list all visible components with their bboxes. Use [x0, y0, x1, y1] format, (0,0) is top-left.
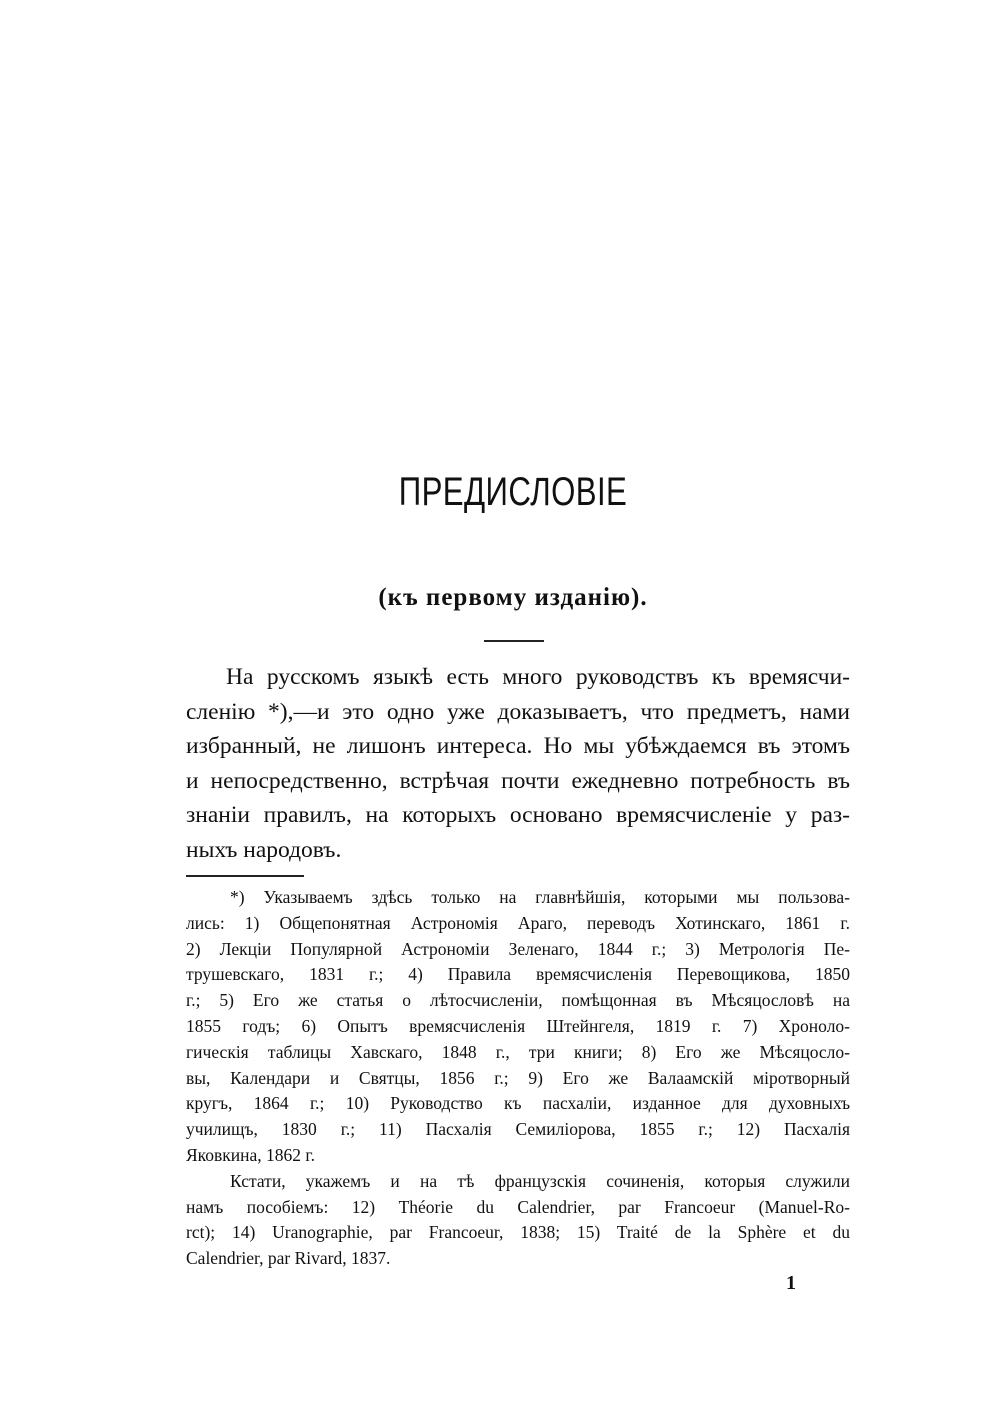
footnote-line: Calendrier, par Rivard, 1837. — [186, 1248, 391, 1269]
page-subtitle: (къ первому изданію). — [378, 584, 648, 611]
page-number: 1 — [786, 1272, 796, 1294]
footnote-line: rct); 14) Uranographie, par Francoeur, 1838; 15) Traité de la Sphère et du — [186, 1222, 850, 1243]
footnote-line: трушевскаго, 1831 г.; 4) Правила времясчисленія Перевощикова, 1850 — [186, 964, 850, 985]
footnote-line: вы, Календари и Святцы, 1856 г.; 9) Его же Валаамскій міротворный — [186, 1067, 850, 1088]
footnote-line: Кстати, укажемъ и на тѣ французскія сочиненія, которыя служили — [230, 1170, 850, 1191]
paragraph-line: На русскомъ языкѣ есть много руководствъ къ времясчи- — [226, 664, 850, 690]
paragraph-line: и непосредственно, встрѣчая почти ежедневно потребность въ — [186, 767, 850, 794]
paragraph-line: избранный, не лишонъ интереса. Но мы убѣждаемся въ этомъ — [186, 733, 850, 760]
paragraph-line: ныхъ народовъ. — [186, 836, 342, 863]
paragraph-line: знаніи правилъ, на которыхъ основано времясчисленіе у раз- — [186, 802, 850, 829]
footnote-line: 1855 годъ; 6) Опытъ времясчисленія Штейнгеля, 1819 г. 7) Хроноло- — [186, 1015, 850, 1036]
footnote-line: Яковкина, 1862 г. — [186, 1144, 316, 1165]
footnote-line: кругъ, 1864 г.; 10) Руководство къ пасхаліи, изданное для духовныхъ — [186, 1093, 850, 1114]
paragraph-line: сленію *),—и это одно уже доказываетъ, что предметъ, нами — [186, 698, 850, 725]
footnote-line: лись: 1) Общепонятная Астрономія Араго, переводъ Хотинскаго, 1861 г. — [186, 912, 850, 933]
main-paragraph — [186, 660, 850, 868]
footnote-line: гическія таблицы Хавскаго, 1848 г., три книги; 8) Его же Мѣсяцосло- — [186, 1041, 850, 1062]
footnote-line: 2) Лекціи Популярной Астрономіи Зеленаго, 1844 г.; 3) Метрологія Пе- — [186, 938, 850, 959]
footnote-line: училищъ, 1830 г.; 11) Пасхалія Семиліорова, 1855 г.; 12) Пасхалія — [186, 1119, 850, 1140]
title-divider — [484, 640, 544, 642]
footnote-line: *) Указываемъ здѣсь только на главнѣйшія, которыми мы пользова- — [230, 887, 850, 907]
footnotes — [186, 885, 850, 1272]
page-title: ПРЕДИСЛОВІЕ — [398, 470, 628, 514]
footnote-line: намъ пособіемъ: 12) Théorie du Calendrier, par Francoeur (Manuel-Ro- — [186, 1196, 850, 1217]
footnote-line: г.; 5) Его же статья о лѣтосчисленіи, помѣщонная въ Мѣсяцословѣ на — [186, 990, 850, 1011]
footnote-divider — [186, 875, 304, 877]
